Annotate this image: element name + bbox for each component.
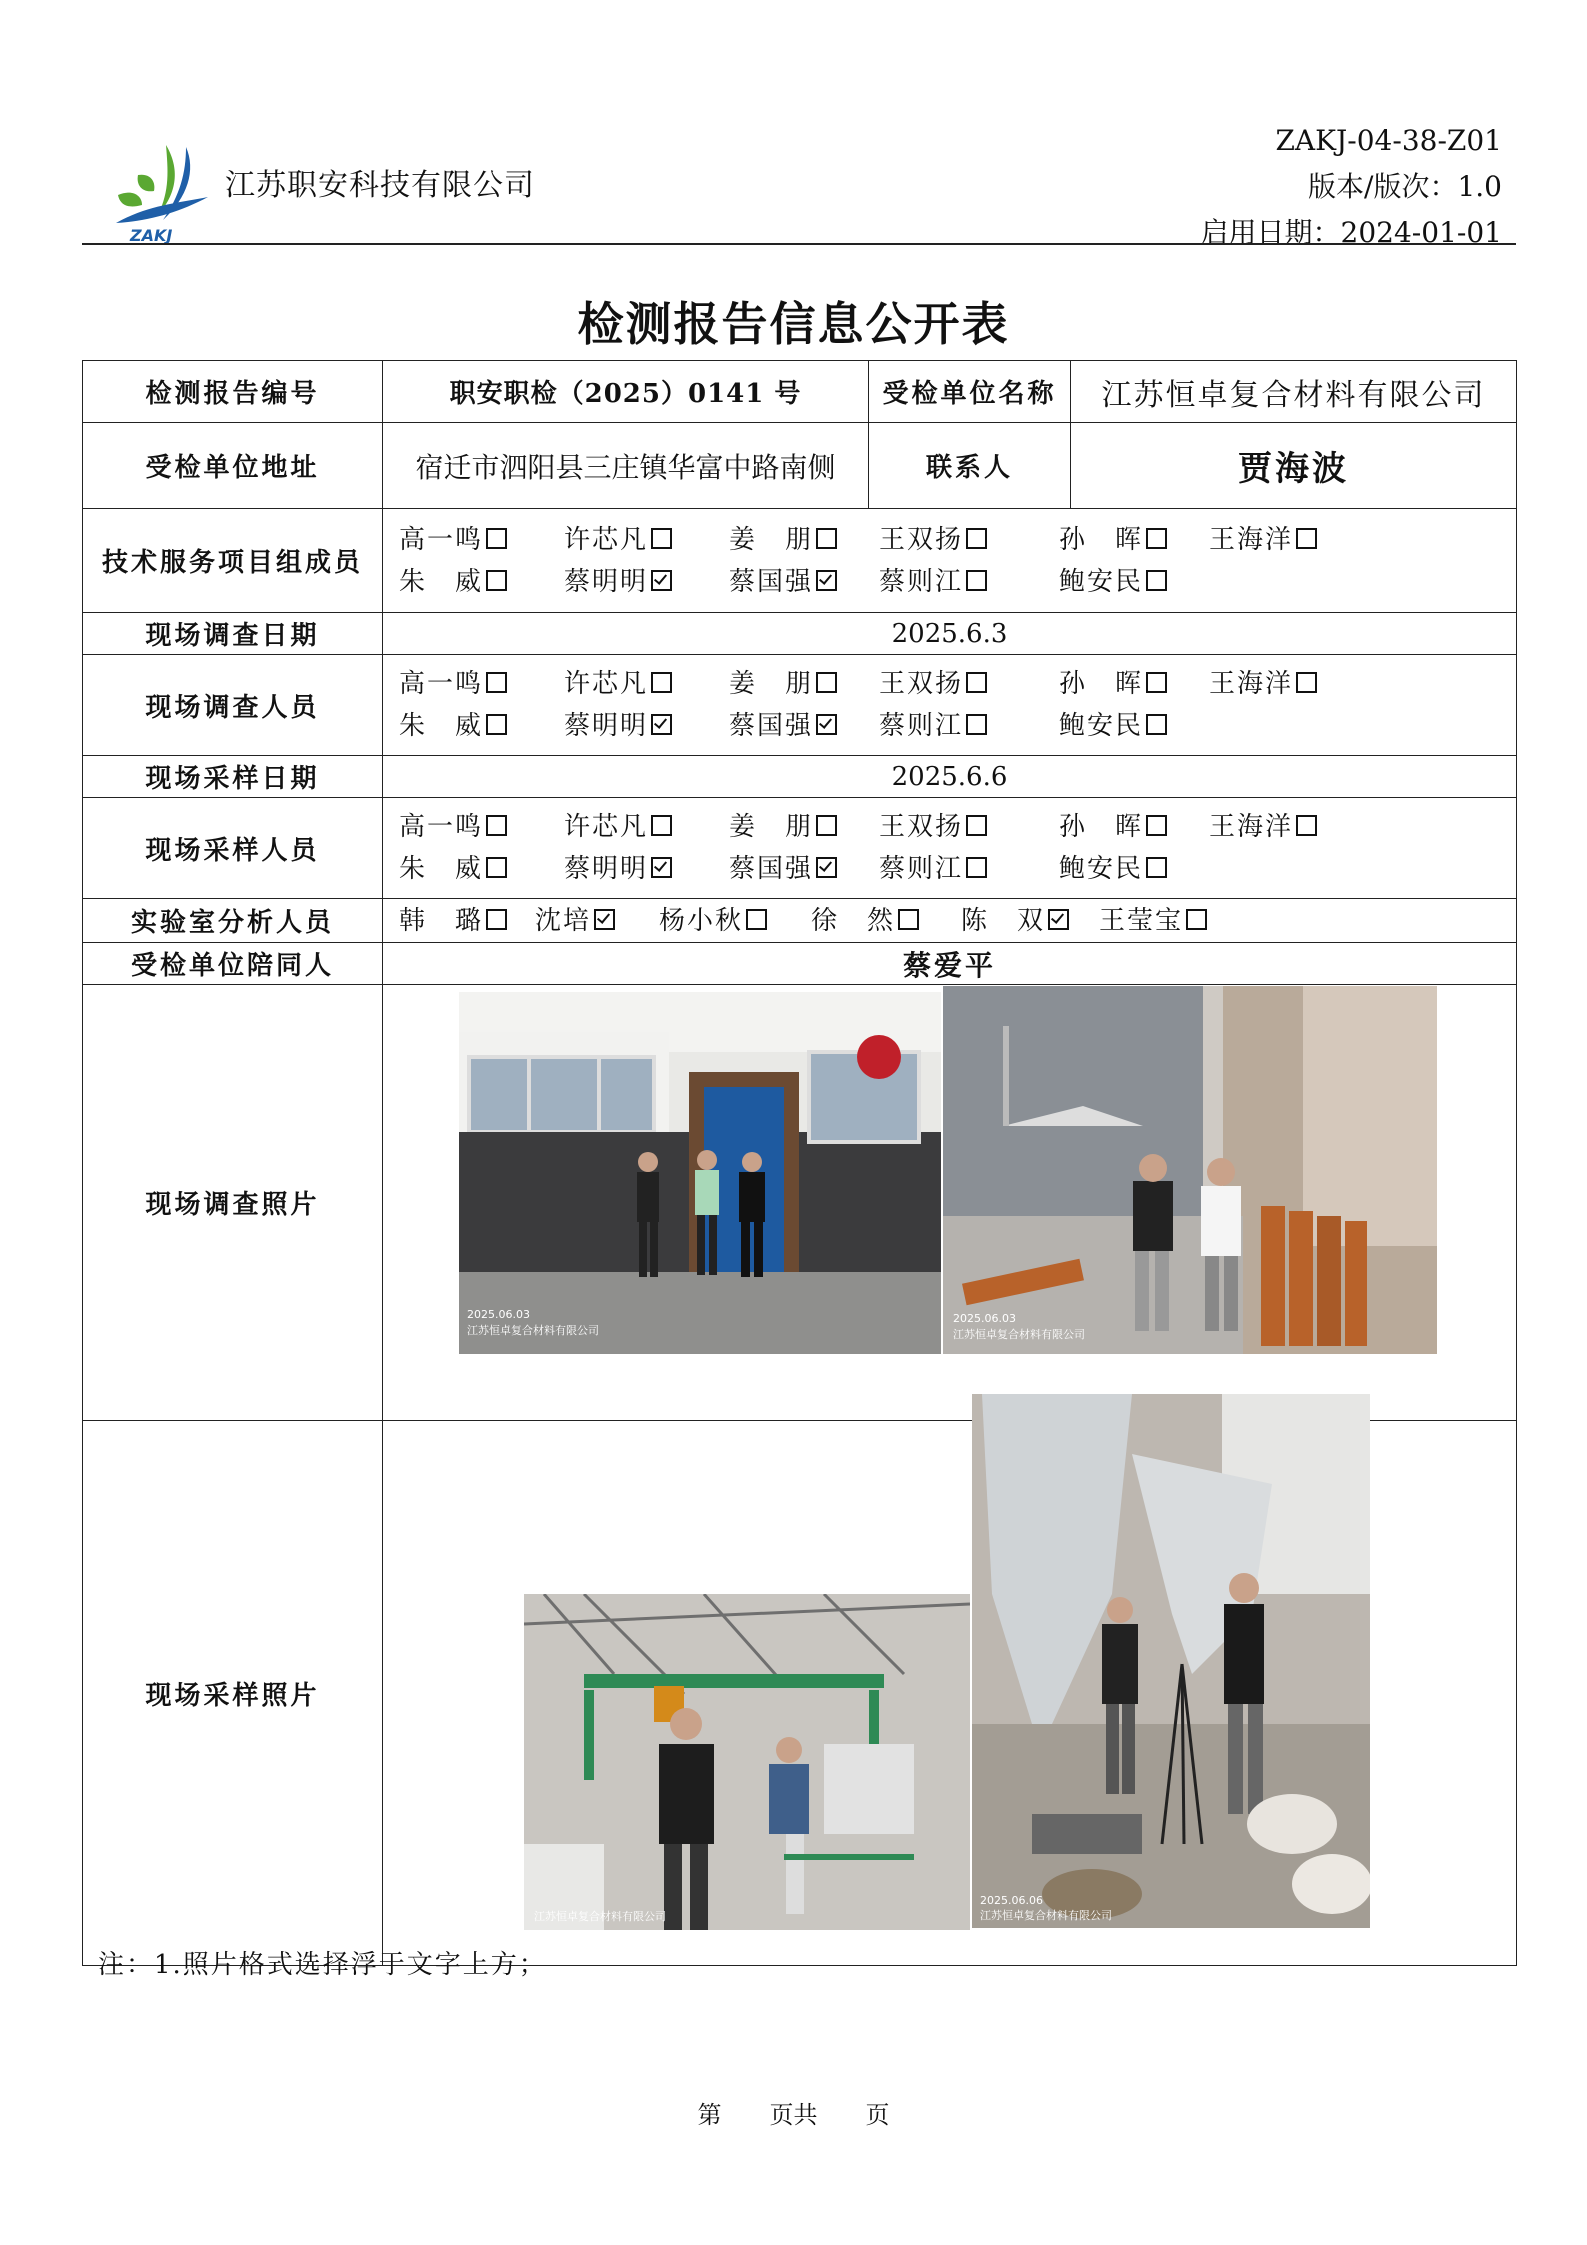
person-entry [564, 561, 672, 603]
person-name: 朱 威 [399, 854, 484, 884]
person-entry [399, 900, 507, 942]
person-name: 蔡则江 [879, 566, 964, 597]
person-name: 鲍安民 [1059, 566, 1144, 597]
person-name: 孙 晖 [1059, 524, 1144, 555]
report-no: 职安职检（2025）0141 号 [383, 361, 869, 423]
photo-timestamp: 2025.06.06 [980, 1894, 1043, 1907]
person-entry [729, 561, 837, 603]
person-entry [879, 806, 987, 848]
person-entry [1059, 519, 1167, 561]
checkbox[interactable] [651, 815, 672, 836]
escort-label: 受检单位陪同人 [83, 943, 383, 985]
survey-staff-label: 现场调查人员 [83, 655, 383, 756]
person-entry [961, 900, 1069, 942]
person-name: 姜 朋 [729, 524, 814, 555]
person-entry [729, 519, 837, 561]
version: 版本/版次：1.0 [1308, 170, 1502, 203]
checkbox[interactable] [651, 570, 672, 591]
checkbox[interactable] [594, 909, 615, 930]
page-footer: 第 页共 页 [697, 2101, 890, 2129]
checkbox[interactable] [816, 672, 837, 693]
person-name: 蔡明明 [564, 711, 649, 741]
name-row [399, 806, 1516, 848]
checkbox[interactable] [1048, 909, 1069, 930]
person-name: 许芯凡 [564, 669, 649, 699]
person-name: 蔡则江 [879, 711, 964, 741]
photo-caption: 江苏恒卓复合材料有限公司 [953, 1328, 1085, 1341]
checkbox[interactable] [1146, 528, 1167, 549]
person-name: 王双扬 [879, 812, 964, 842]
name-row [399, 900, 1516, 942]
sample-date-label: 现场采样日期 [83, 756, 383, 798]
person-entry [729, 806, 837, 848]
checkbox[interactable] [966, 528, 987, 549]
person-name: 徐 然 [811, 905, 896, 936]
sample-photo-2 [972, 1394, 1370, 1928]
escort: 蔡爱平 [383, 943, 1517, 985]
person-entry [564, 848, 672, 890]
survey-photo-label: 现场调查照片 [83, 985, 383, 1421]
sample-staff-label: 现场采样人员 [83, 798, 383, 899]
sample-photo-1 [524, 1594, 970, 1930]
company-logo [108, 135, 218, 245]
survey-photo-1 [459, 992, 941, 1354]
table-row [83, 361, 1517, 423]
checkbox[interactable] [486, 857, 507, 878]
person-entry [1059, 848, 1167, 890]
checkbox[interactable] [816, 528, 837, 549]
footnote: 注：1.照片格式选择浮于文字上方； [98, 1950, 547, 1980]
person-entry [1099, 900, 1207, 942]
person-entry [399, 848, 507, 890]
person-name: 蔡国强 [729, 854, 814, 884]
person-name: 韩 璐 [399, 905, 484, 936]
checkbox[interactable] [966, 672, 987, 693]
person-name: 王双扬 [879, 669, 964, 699]
checkbox[interactable] [1296, 672, 1317, 693]
person-entry [659, 900, 767, 942]
table-row [83, 613, 1517, 655]
person-entry [564, 806, 672, 848]
logo-text: ZAKJ [130, 226, 173, 245]
person-name: 王双扬 [879, 524, 964, 555]
person-entry [399, 561, 507, 603]
page-title: 检测报告信息公开表 [577, 297, 1010, 351]
address: 宿迁市泗阳县三庄镇华富中路南侧 [383, 423, 869, 509]
person-entry [729, 848, 837, 890]
lab-label: 实验室分析人员 [83, 899, 383, 943]
checkbox[interactable] [816, 714, 837, 735]
person-name: 许芯凡 [564, 812, 649, 842]
document-meta [1201, 118, 1502, 256]
checkbox[interactable] [966, 815, 987, 836]
person-entry [879, 561, 987, 603]
person-name: 蔡国强 [729, 711, 814, 741]
checkbox[interactable] [1146, 857, 1167, 878]
person-entry [729, 663, 837, 705]
name-row [399, 561, 1516, 603]
person-name: 蔡则江 [879, 854, 964, 884]
checkbox[interactable] [746, 909, 767, 930]
checkbox[interactable] [1296, 815, 1317, 836]
table-row [83, 943, 1517, 985]
person-entry [1209, 519, 1317, 561]
checkbox[interactable] [1146, 815, 1167, 836]
effective-date: 启用日期：2024-01-01 [1200, 216, 1502, 249]
unit-name-label: 受检单位名称 [869, 361, 1071, 423]
checkbox[interactable] [486, 909, 507, 930]
name-row [399, 848, 1516, 890]
person-name: 朱 威 [399, 711, 484, 741]
checkbox[interactable] [486, 815, 507, 836]
person-name: 蔡国强 [729, 566, 814, 597]
checkbox[interactable] [1146, 570, 1167, 591]
table-row [83, 655, 1517, 756]
person-name: 陈 双 [961, 905, 1046, 936]
person-name: 鲍安民 [1059, 711, 1144, 741]
report-no-label: 检测报告编号 [83, 361, 383, 423]
person-name: 孙 晖 [1059, 669, 1144, 699]
team-members [383, 509, 1517, 613]
photo-timestamp: 2025.06.03 [467, 1308, 530, 1321]
person-entry [879, 519, 987, 561]
table-row [83, 798, 1517, 899]
person-entry [1209, 806, 1317, 848]
sample-photo-label: 现场采样照片 [83, 1421, 383, 1966]
person-entry [879, 848, 987, 890]
sample-date: 2025.6.6 [383, 756, 1517, 798]
person-entry [729, 705, 837, 747]
person-name: 王海洋 [1209, 669, 1294, 699]
person-name: 王海洋 [1209, 524, 1294, 555]
checkbox[interactable] [651, 528, 672, 549]
person-name: 沈培 [535, 905, 592, 936]
header-divider [82, 243, 1516, 245]
person-entry [1209, 663, 1317, 705]
person-entry [399, 519, 507, 561]
person-entry [1059, 663, 1167, 705]
person-name: 朱 威 [399, 566, 484, 597]
checkbox[interactable] [966, 714, 987, 735]
checkbox[interactable] [651, 672, 672, 693]
person-entry [399, 705, 507, 747]
person-name: 高一鸣 [399, 524, 484, 555]
checkbox[interactable] [1296, 528, 1317, 549]
contact: 贾海波 [1071, 423, 1517, 509]
doc-code: ZAKJ-04-38-Z01 [1275, 124, 1502, 157]
person-entry [1059, 806, 1167, 848]
table-row [83, 899, 1517, 943]
checkbox[interactable] [1146, 672, 1167, 693]
checkbox[interactable] [486, 528, 507, 549]
checkbox[interactable] [816, 857, 837, 878]
person-name: 高一鸣 [399, 669, 484, 699]
checkbox[interactable] [486, 570, 507, 591]
person-name: 杨小秋 [659, 905, 744, 936]
sample-staff [383, 798, 1517, 899]
person-entry [564, 705, 672, 747]
person-name: 蔡明明 [564, 566, 649, 597]
checkbox[interactable] [1146, 714, 1167, 735]
checkbox[interactable] [651, 857, 672, 878]
checkbox[interactable] [966, 570, 987, 591]
person-name: 姜 朋 [729, 669, 814, 699]
contact-label: 联系人 [869, 423, 1071, 509]
checkbox[interactable] [486, 714, 507, 735]
survey-date-label: 现场调查日期 [83, 613, 383, 655]
table-row [83, 423, 1517, 509]
photo-timestamp: 2025.06.03 [953, 1312, 1016, 1325]
table-row [83, 509, 1517, 613]
checkbox[interactable] [966, 857, 987, 878]
survey-staff [383, 655, 1517, 756]
survey-photo-2 [943, 986, 1437, 1354]
team-label: 技术服务项目组成员 [83, 509, 383, 613]
person-entry [1059, 561, 1167, 603]
person-entry [564, 663, 672, 705]
person-entry [399, 663, 507, 705]
checkbox[interactable] [486, 672, 507, 693]
checkbox[interactable] [816, 815, 837, 836]
person-entry [564, 519, 672, 561]
person-name: 鲍安民 [1059, 854, 1144, 884]
person-entry [1059, 705, 1167, 747]
name-row [399, 663, 1516, 705]
company-name: 江苏职安科技有限公司 [225, 168, 535, 203]
person-name: 高一鸣 [399, 812, 484, 842]
person-entry [879, 705, 987, 747]
person-name: 孙 晖 [1059, 812, 1144, 842]
name-row [399, 519, 1516, 561]
survey-date: 2025.6.3 [383, 613, 1517, 655]
checkbox[interactable] [1186, 909, 1207, 930]
address-label: 受检单位地址 [83, 423, 383, 509]
checkbox[interactable] [816, 570, 837, 591]
lab-staff [383, 899, 1517, 943]
table-row [83, 756, 1517, 798]
name-row [399, 705, 1516, 747]
checkbox[interactable] [898, 909, 919, 930]
photo-caption: 江苏恒卓复合材料有限公司 [980, 1909, 1112, 1922]
person-name: 王莹宝 [1099, 905, 1184, 936]
person-name: 王海洋 [1209, 812, 1294, 842]
checkbox[interactable] [651, 714, 672, 735]
person-entry [811, 900, 919, 942]
photo-caption: 江苏恒卓复合材料有限公司 [534, 1910, 666, 1923]
unit-name: 江苏恒卓复合材料有限公司 [1071, 361, 1517, 423]
person-name: 许芯凡 [564, 524, 649, 555]
person-name: 姜 朋 [729, 812, 814, 842]
photo-caption: 江苏恒卓复合材料有限公司 [467, 1324, 599, 1337]
person-entry [535, 900, 615, 942]
person-entry [399, 806, 507, 848]
person-entry [879, 663, 987, 705]
person-name: 蔡明明 [564, 854, 649, 884]
